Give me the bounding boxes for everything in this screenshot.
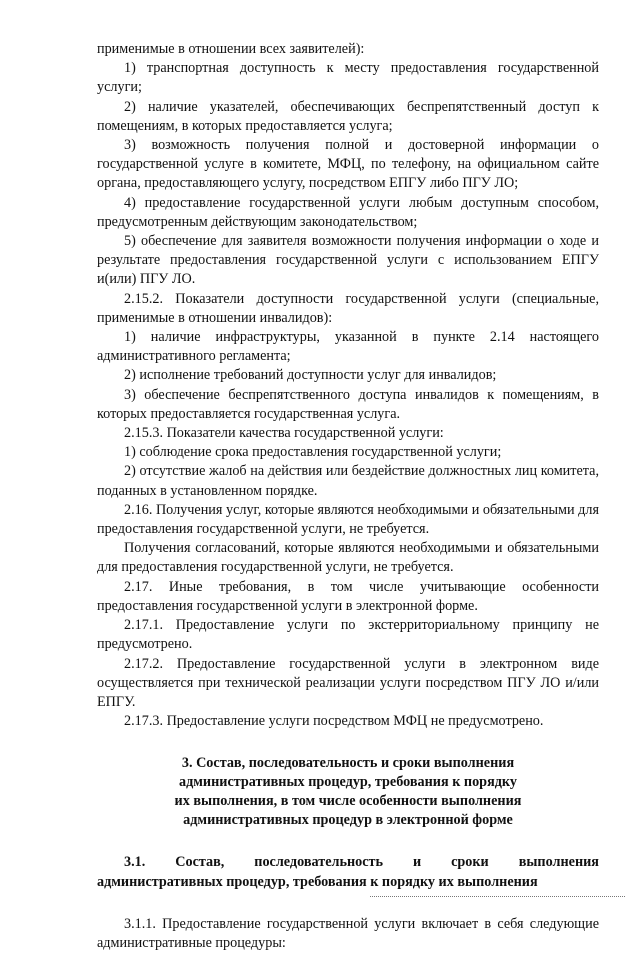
paragraph: 2.17.1. Предоставление услуги по экстерриториальному принципу не предусмотрено. bbox=[97, 617, 599, 653]
document-body bbox=[97, 40, 599, 953]
subsection-heading bbox=[97, 853, 599, 891]
section-heading bbox=[97, 754, 599, 830]
section-heading-line: 3. Состав, последовательность и сроки выполнения bbox=[181, 755, 515, 772]
paragraph: 1) соблюдение срока предоставления государственной услуги; bbox=[124, 444, 502, 461]
paragraph: 2.15.2. Показатели доступности государственной услуги (специальные, применимые в отношении инвалидов): bbox=[97, 290, 599, 326]
paragraph: 3) обеспечение беспрепятственного доступа инвалидов к помещениям, в которых предоставляется государственная услуга. bbox=[97, 386, 599, 422]
subsection-heading-rest: административных процедур, требования к порядку их выполнения bbox=[97, 873, 538, 890]
paragraph: 2.17. Иные требования, в том числе учитывающие особенности предоставления государственной услуги в электронной форме. bbox=[97, 578, 599, 614]
paragraph: 3.1.1. Предоставление государственной услуги включает в себя следующие административные процедуры: bbox=[97, 915, 599, 951]
paragraph: 2.17.2. Предоставление государственной услуги в электронном виде осуществляется при технической реализации услуги посредством ПГУ ЛО и/или ЕПГУ. bbox=[97, 655, 599, 710]
subsection-heading-word: и bbox=[412, 854, 422, 871]
paragraph: Получения согласований, которые являются необходимыми и обязательными для предоставления государственной услуги, не требуется. bbox=[97, 540, 599, 576]
section-heading-line: административных процедур в электронной форме bbox=[183, 812, 513, 829]
paragraph: 2.15.3. Показатели качества государственной услуги: bbox=[124, 425, 444, 442]
paragraph: 1) наличие инфраструктуры, указанной в пункте 2.14 настоящего административного регламента; bbox=[97, 329, 599, 365]
paragraph: применимые в отношении всех заявителей): bbox=[97, 41, 365, 57]
subsection-heading-word: выполнения bbox=[518, 854, 599, 871]
subsection-heading-word: последовательность bbox=[254, 854, 383, 871]
section-heading-line: их выполнения, в том числе особенности выполнения bbox=[174, 793, 522, 810]
paragraph: 2) исполнение требований доступности услуг для инвалидов; bbox=[124, 367, 497, 384]
paragraph: 2) отсутствие жалоб на действия или бездействие должностных лиц комитета, поданных в установленном порядке. bbox=[97, 463, 599, 499]
paragraph: 2.17.3. Предоставление услуги посредством МФЦ не предусмотрено. bbox=[124, 713, 544, 730]
subsection-heading-word: 3.1. bbox=[124, 854, 146, 871]
subsection-heading-word: Состав, bbox=[175, 854, 225, 871]
footer-divider bbox=[370, 896, 625, 897]
paragraph: 2) наличие указателей, обеспечивающих беспрепятственный доступ к помещениям, в которых предоставляется услуга; bbox=[97, 98, 599, 134]
section-heading-line: административных процедур, требования к порядку bbox=[178, 774, 517, 791]
paragraph: 3) возможность получения полной и достоверной информации о государственной услуге в комитете, МФЦ, по телефону, на официальном сайте органа, предоставляющего услугу, посредством ЕПГУ либо ПГУ ЛО; bbox=[97, 137, 599, 192]
subsection-heading-word: сроки bbox=[451, 854, 489, 871]
subsection-heading-first-line bbox=[97, 853, 599, 872]
paragraph: 4) предоставление государственной услуги любым доступным способом, предусмотренным действующим законодательством; bbox=[97, 194, 599, 230]
paragraph: 2.16. Получения услуг, которые являются необходимыми и обязательными для предоставления государственной услуги, не требуется. bbox=[97, 501, 599, 538]
paragraph: 1) транспортная доступность к месту предоставления государственной услуги; bbox=[97, 60, 599, 96]
paragraph: 5) обеспечение для заявителя возможности получения информации о ходе и результате предоставления государственной услуги с использованием ЕПГУ и(или) ПГУ ЛО. bbox=[97, 233, 599, 288]
